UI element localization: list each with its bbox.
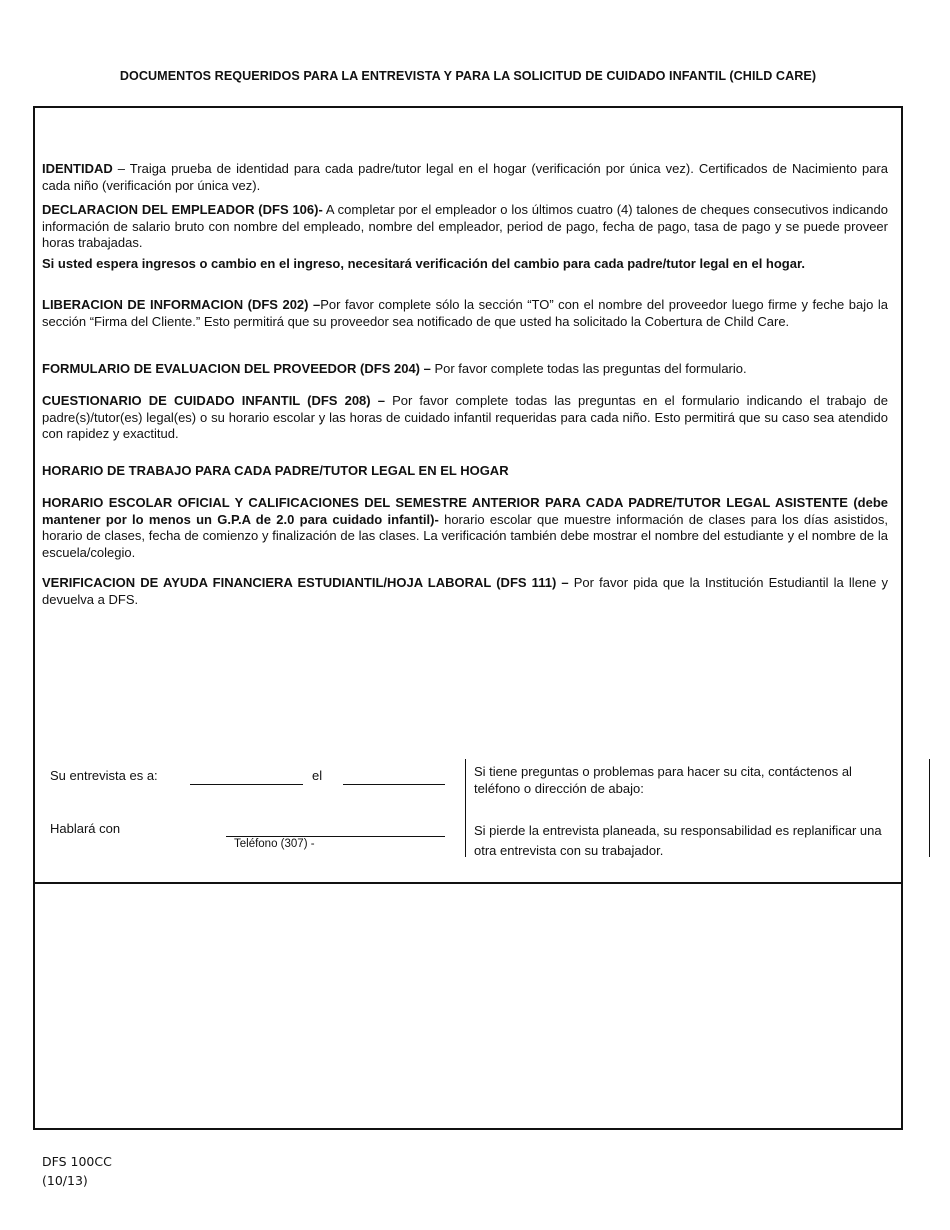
cuestionario-paragraph — [42, 393, 888, 443]
form-id: DFS 100CC — [42, 1154, 112, 1169]
section-divider — [33, 882, 901, 884]
page-title: DOCUMENTOS REQUERIDOS PARA LA ENTREVISTA Y PARA LA SOLICITUD DE CUIDADO INFANTIL (CHILD CARE) — [119, 69, 817, 83]
empleador-text: A completar por el empleador o los últimos cuatro (4) talones de cheques consecutivos indicando información de salario bruto con nombre del empleado, nombre del empleador, period de pago, fecha de pago, tasa de pago y se puede proveer horas trabajadas. — [42, 202, 888, 251]
identidad-heading: IDENTIDAD — [42, 161, 113, 176]
empleador-heading: DECLARACION DEL EMPLEADOR (DFS 106)- — [42, 202, 323, 217]
horario-escolar-heading: HORARIO ESCOLAR OFICIAL Y CALIFICACIONES DEL SEMESTRE ANTERIOR PARA CADA PADRE/TUTOR LEGAL ASISTENTE (debe mantener por lo menos un G.P.A de 2.0 para cuidado infantil)- — [42, 495, 888, 527]
interview-date-label: Su entrevista es a: — [50, 768, 158, 783]
form-revision: (10/13) — [42, 1173, 88, 1188]
interview-column-divider — [465, 759, 466, 857]
right-edge-mark — [929, 759, 930, 857]
liberacion-paragraph — [42, 297, 888, 330]
cuestionario-heading: CUESTIONARIO DE CUIDADO INFANTIL (DFS 208) – — [42, 393, 385, 408]
liberacion-heading: LIBERACION DE INFORMACION (DFS 202) – — [42, 297, 321, 312]
ayuda-financiera-text: Por favor pida que la Institución Estudiantil la llene y devuelva a DFS. — [42, 575, 889, 607]
interview-time-field[interactable] — [190, 784, 303, 785]
missed-interview-text: Si pierde la entrevista planeada, su responsabilidad es replanificar una otra entrevista con su trabajador. — [474, 823, 882, 858]
evaluacion-paragraph — [42, 361, 888, 378]
ayuda-financiera-paragraph — [42, 575, 888, 608]
horario-escolar-paragraph — [42, 495, 888, 561]
interview-el-label: el — [312, 768, 323, 783]
caseworker-name-field[interactable] — [226, 836, 445, 837]
liberacion-text: Por favor complete sólo la sección “TO” con el nombre del proveedor luego firme y feche bajo la sección “Firma del Cliente.” Esto permitirá que su proveedor sea notificado de que usted ha solicitado la Cobertura de Child Care. — [42, 297, 888, 329]
identidad-text: – Traiga prueba de identidad para cada padre/tutor legal en el hogar (verificación por única vez). Certificados de Nacimiento para cada niño (verificación por única vez). — [42, 161, 888, 193]
cuestionario-text: Por favor complete todas las preguntas en el formulario indicando el trabajo de padre(s)/tutor(es) legal(es) o su horario escolar y las horas de cuidado infantil requeridas para cada niño. Esto permitirá que su caso sea atendido con rapidez y exactitud. — [42, 393, 888, 442]
horario-escolar-text: horario escolar que muestre información de clases para los días asistidos, horario de clases, fecha de comienzo y finalización de las clases. La verificación también debe mostrar el nombre del estudiante y el nombre de la escuela/colegio. — [42, 511, 888, 560]
questions-contact-text: Si tiene preguntas o problemas para hacer su cita, contáctenos al teléfono o dirección de abajo: — [474, 764, 852, 796]
ayuda-financiera-heading: VERIFICACION DE AYUDA FINANCIERA ESTUDIANTIL/HOJA LABORAL (DFS 111) – — [42, 575, 569, 590]
interview-date-field[interactable] — [343, 784, 445, 785]
ingresos-note: Si usted espera ingresos o cambio en el ingreso, necesitará verificación del cambio para cada padre/tutor legal en el hogar. — [42, 256, 805, 271]
speak-with-label: Hablará con — [50, 821, 121, 836]
horario-trabajo-heading: HORARIO DE TRABAJO PARA CADA PADRE/TUTOR LEGAL EN EL HOGAR — [42, 463, 509, 478]
phone-label: Teléfono (307) - — [234, 838, 315, 850]
identidad-paragraph — [42, 161, 888, 194]
evaluacion-heading: FORMULARIO DE EVALUACION DEL PROVEEDOR (DFS 204) – — [42, 361, 431, 376]
evaluacion-text: Por favor complete todas las preguntas del formulario. — [430, 361, 747, 376]
empleador-paragraph — [42, 202, 888, 252]
